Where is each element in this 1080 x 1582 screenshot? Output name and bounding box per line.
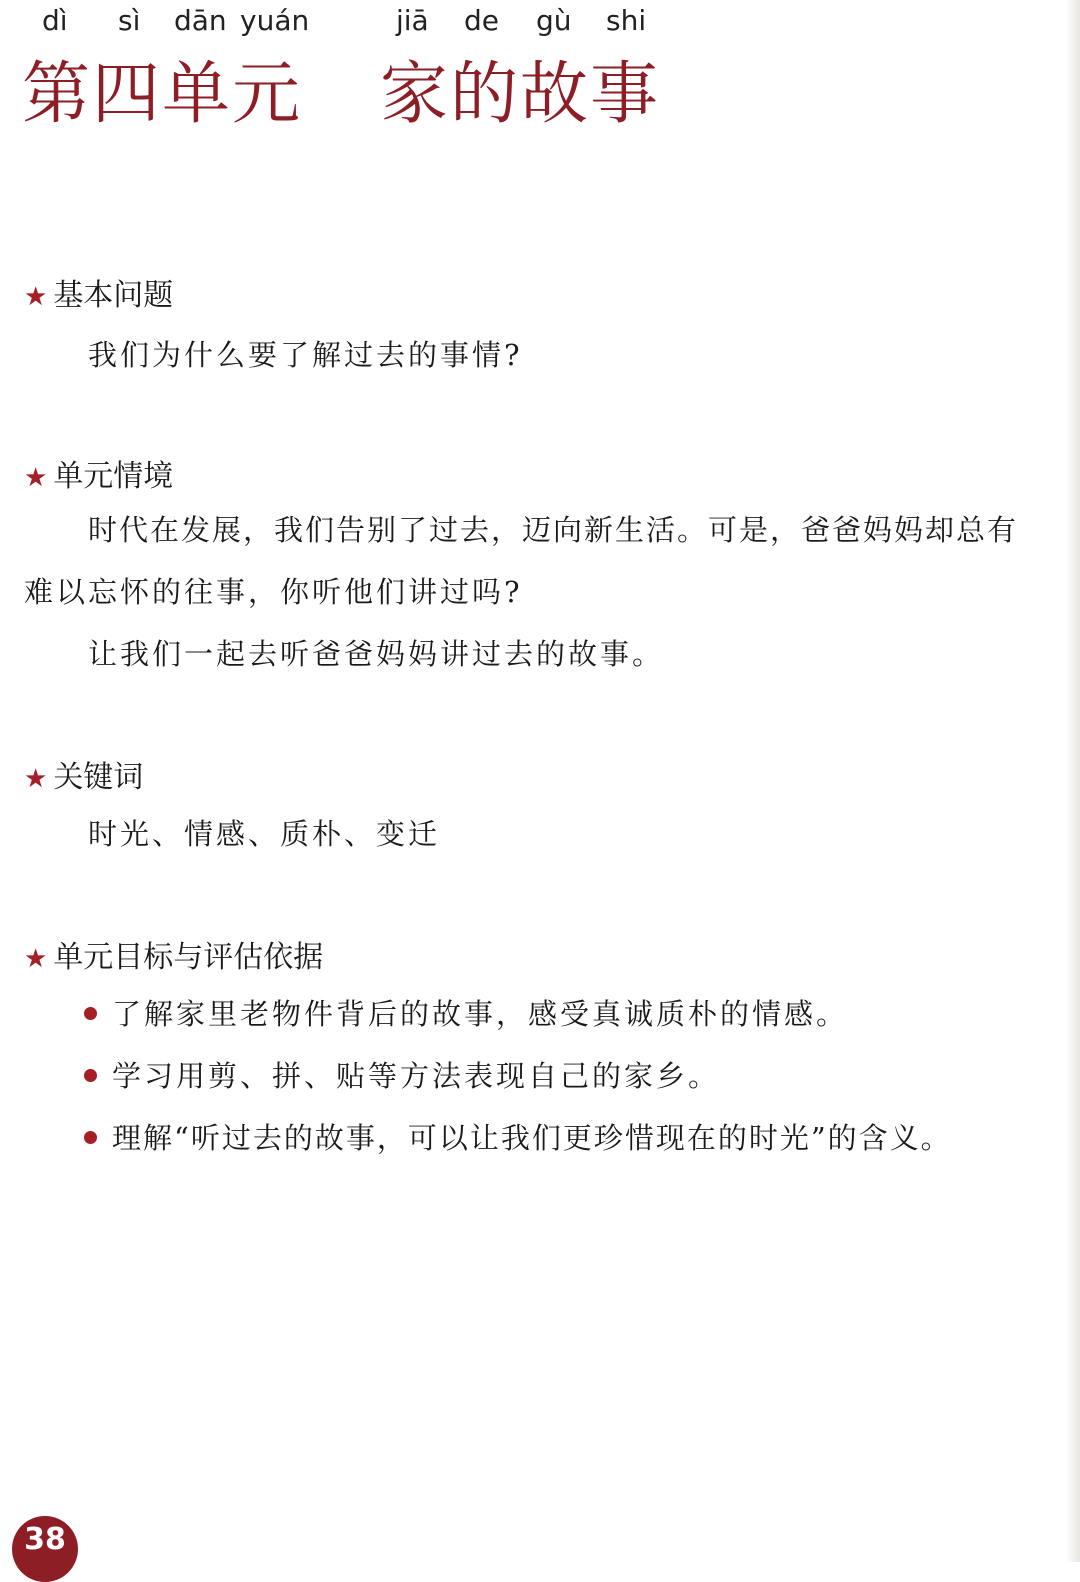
basic-question-text: 我们为什么要了解过去的事情? <box>88 338 523 372</box>
unit-number-title: 第四单元 <box>22 55 303 134</box>
pinyin-jia: jiā <box>396 4 429 37</box>
section-heading-keywords <box>24 752 143 796</box>
situation-line-3: 让我们一起去听爸爸妈妈讲过去的故事。 <box>88 637 665 671</box>
goal-item-3: 理解“听过去的故事，可以让我们更珍惜现在的时光”的含义。 <box>112 1121 952 1155</box>
bullet-dot-icon <box>84 1069 97 1082</box>
pinyin-shi: shi <box>606 4 647 37</box>
star-icon: ★ <box>24 944 48 974</box>
heading-text: 单元情境 <box>53 459 174 494</box>
pinyin-di: dì <box>42 4 68 37</box>
goal-item-2: 学习用剪、拼、贴等方法表现自己的家乡。 <box>112 1059 721 1093</box>
section-heading-basic-question <box>24 270 173 314</box>
situation-line-2: 难以忘怀的往事，你听他们讲过吗? <box>24 575 523 609</box>
situation-line-1: 时代在发展，我们告别了过去，迈向新生活。可是，爸爸妈妈却总有 <box>88 513 1019 547</box>
unit-name-title: 家的故事 <box>380 55 661 134</box>
star-icon: ★ <box>24 764 48 794</box>
pinyin-yuan: yuán <box>240 4 310 37</box>
pinyin-si: sì <box>118 4 141 37</box>
pinyin-gu: gù <box>536 4 572 37</box>
section-heading-situation <box>24 451 173 495</box>
heading-text: 单元目标与评估依据 <box>53 940 324 975</box>
pinyin-dan: dān <box>174 4 227 37</box>
page-edge-shadow <box>1066 0 1080 1562</box>
bullet-dot-icon <box>84 1007 97 1020</box>
star-icon: ★ <box>24 282 48 312</box>
heading-text: 基本问题 <box>53 278 174 313</box>
goal-item-1: 了解家里老物件背后的故事，感受真诚质朴的情感。 <box>112 997 849 1031</box>
heading-text: 关键词 <box>53 760 144 795</box>
unit-title-block <box>22 0 722 134</box>
bullet-dot-icon <box>84 1131 97 1144</box>
page-number: 38 <box>24 1522 66 1557</box>
star-icon: ★ <box>24 463 48 493</box>
keywords-text: 时光、情感、质朴、变迁 <box>88 817 441 851</box>
pinyin-de: de <box>464 4 499 37</box>
section-heading-goals <box>24 932 323 976</box>
